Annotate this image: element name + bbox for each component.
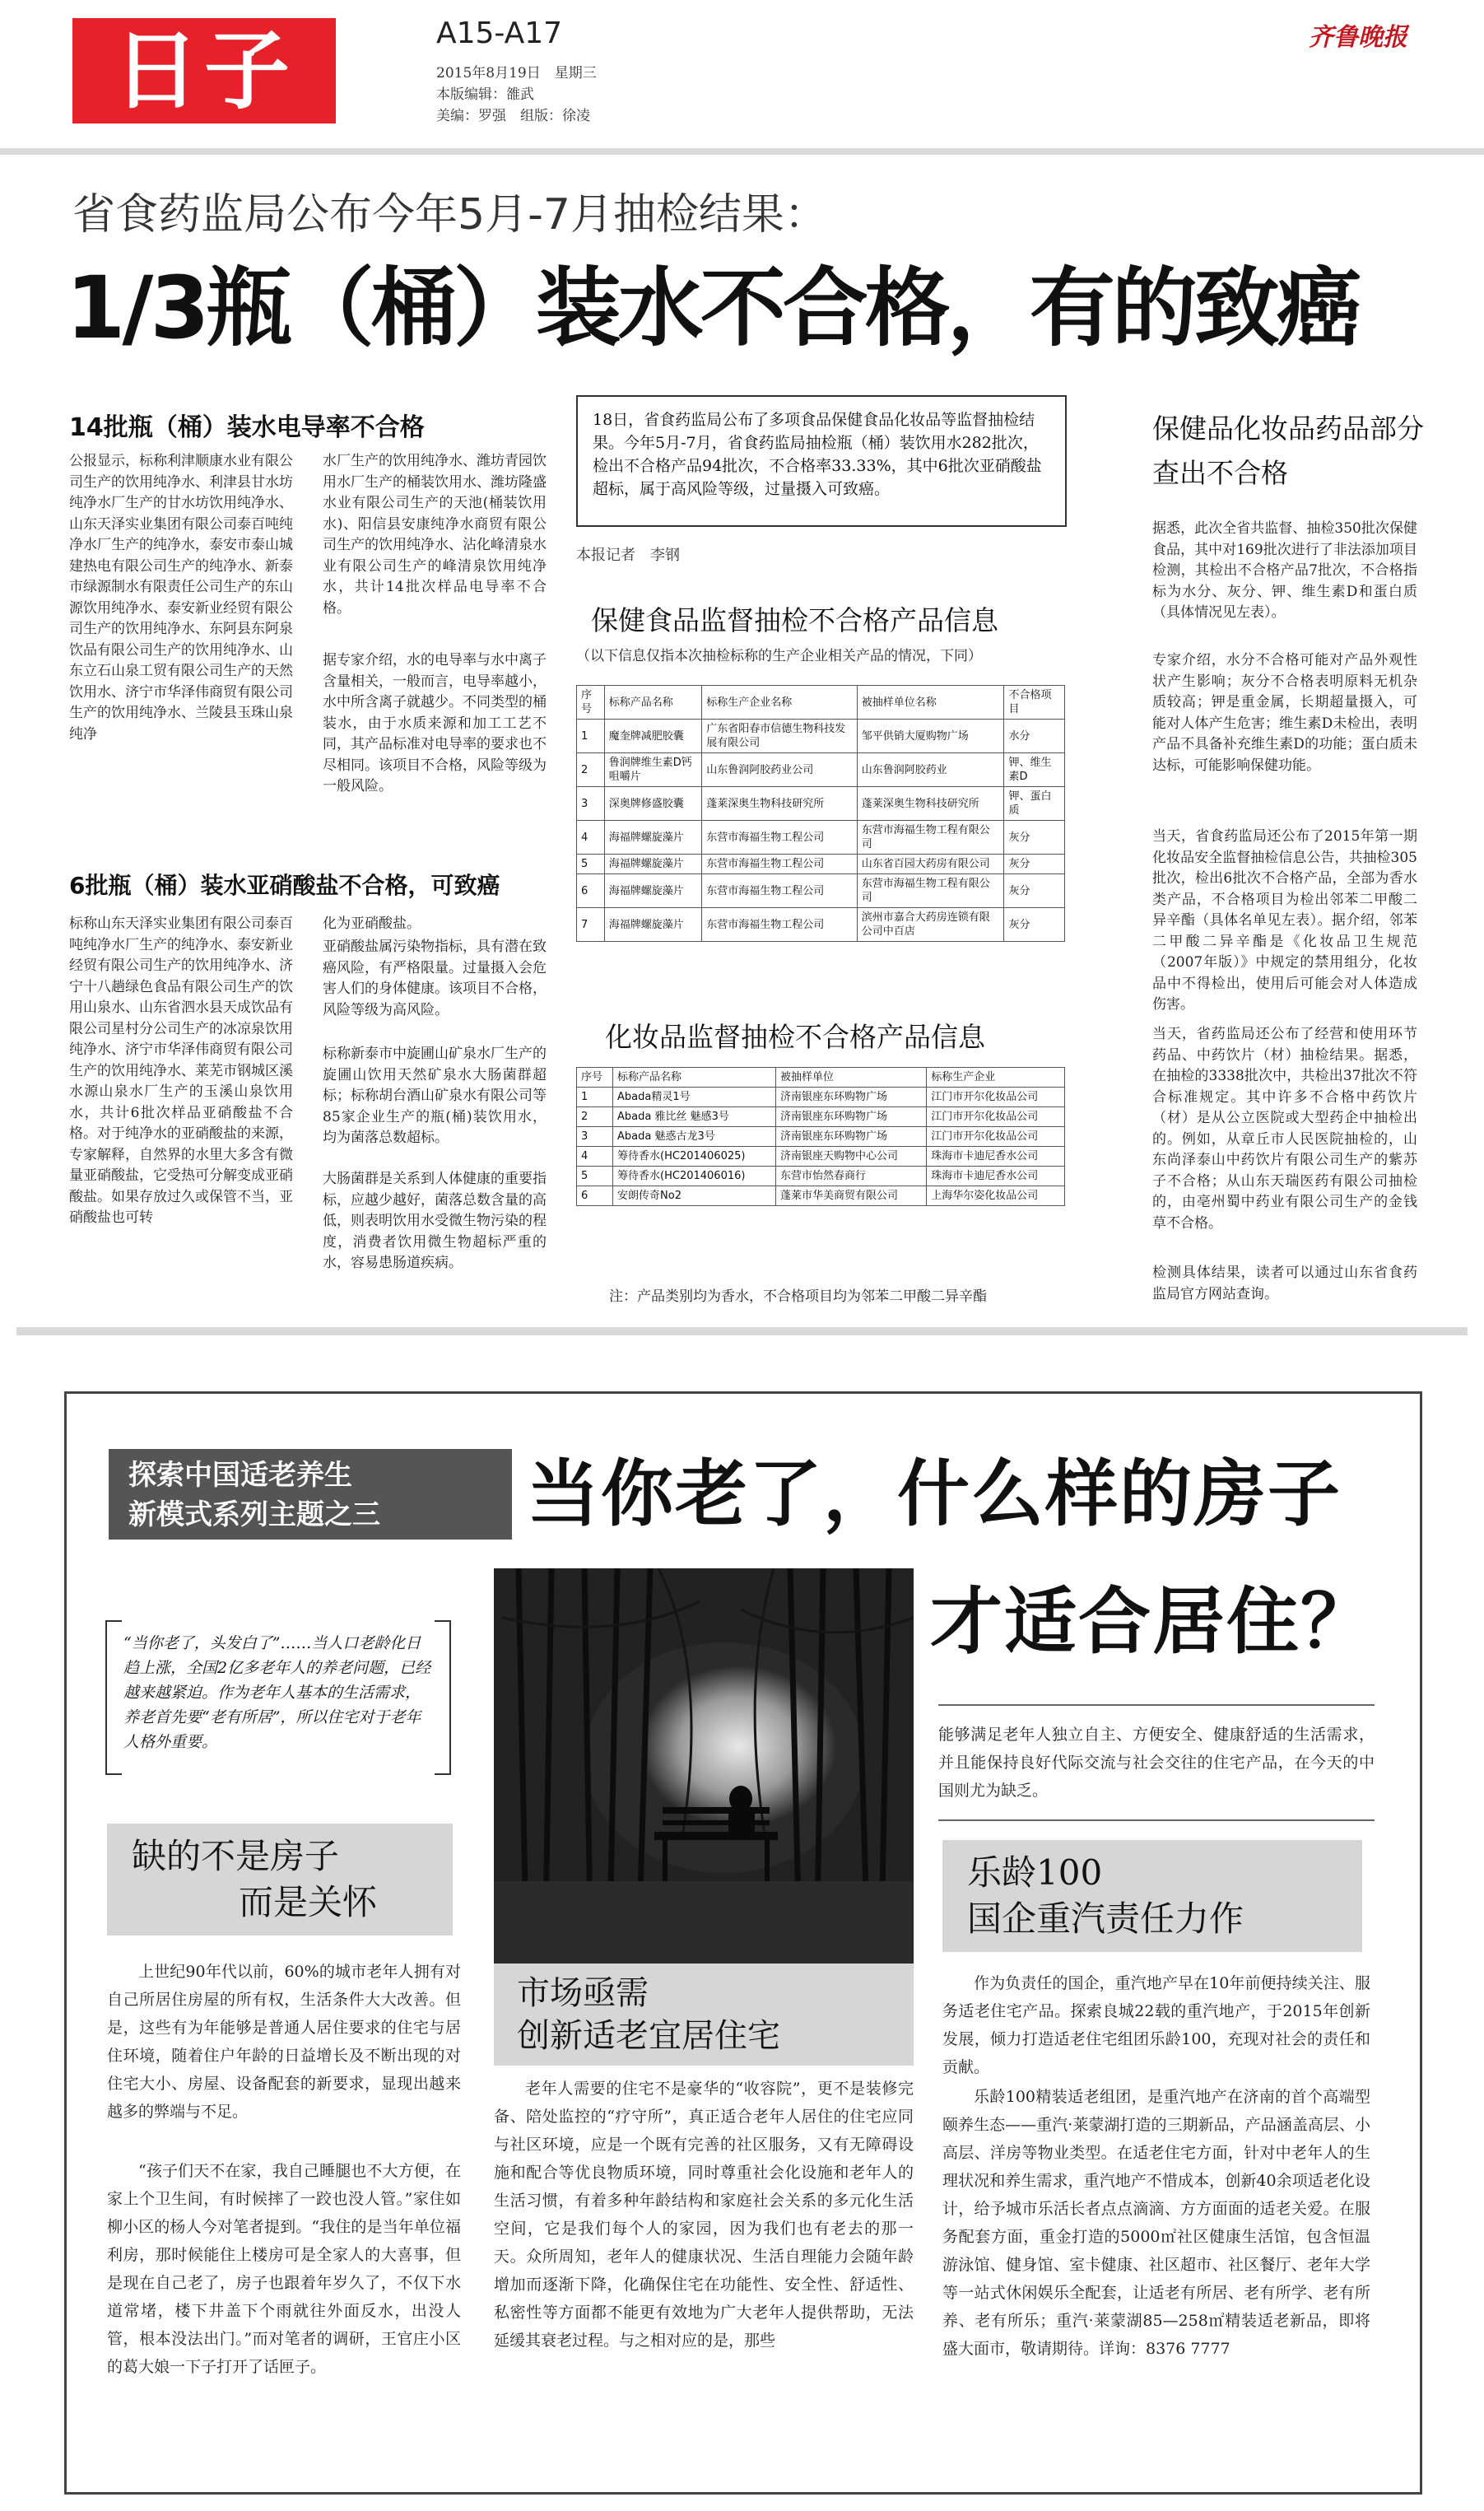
section3-body-a: 作为负责任的国企，重汽地产早在10年前便持续关注、服务适老住宅产品。探索良城22载的重汽地产，于2015年创新发展，倾力打造适老住宅组团乐龄100，充现对社会的责任和贡献。 [942,1974,1370,2076]
right-body-b: 专家介绍，水分不合格可能对产品外观性状产生影响；灰分不合格表明原料无机杂质较高；钾是重金属，长期超量摄入，可能对人体产生危害；维生素D未检出，表明产品不具备补充维生素D的功能；蛋白质未达标，可能影响保健功能。 [1152,652,1417,774]
health-header-cell: 被抽样单位名称 [857,686,1004,720]
intro-quote: “当你老了，头发白了”……当人口老龄化日趋上涨，全国2亿多老年人的养老问题，已经越来越紧迫。作为老年人基本的生活需求，养老首先要“老有所居”，所以住宅对于老年人格外重要。 [123,1634,431,1751]
cosmetics-header-cell: 标称产品名称 [613,1068,776,1088]
cosmetics-table-cell: 2 [577,1107,613,1127]
bamboo-illustration [494,1568,914,1972]
cosmetics-table-cell: 上海华尔姿化妆品公司 [927,1186,1065,1206]
series-tag-line1: 探索中国适老养生 [128,1459,352,1492]
health-table-cell: 山东鲁润阿胶药业公司 [702,753,857,787]
section1-body-b: “孩子们天不在家，我自己睡腿也不大方便，在家上个卫生间，有时候摔了一跤也没人管。”家住如柳小区的杨人今对笔者提到。“我住的是当年单位福利房，那时候能住上楼房可是全家人的大喜事，但是现在自己老了，房子也跟着年岁久了，不仅下水道常堵，楼下井盖下个雨就往外面反水，出没人管，根本没法出门。”而对笔者的调研，王官庄小区的葛大娘一下子打开了话匣子。 [107,2162,461,2376]
section2-heading [494,1964,914,2066]
right-body-c: 当天，省食药监局还公布了2015年第一期化妆品安全监督抽检信息公告，共抽检305批次，检出6批次不合格产品，全部为香水类产品，不合格项目为检出邻苯二甲酸二异辛酯（具体名单见左表）。据介绍，邻苯二甲酸二异辛酯是《化妆品卫生规范（2007年版）》中规定的禁用组分，化妆品中不得检出，使用后可能会对人体造成伤害。 [1152,828,1417,1013]
health-table-cell: 蓬莱深奥生物科技研究所 [702,787,857,821]
page-range: A15-A17 [436,16,563,50]
health-table-cell: 深奥牌修盛胶囊 [604,787,702,821]
left-body-2e: 大肠菌群是关系到人体健康的重要指标，应越少越好，菌落总数含量的高低，则表明饮用水受微生物污染的程度，消费者饮用微生物超标严重的水，容易患肠道疾病。 [323,1171,547,1271]
health-table-row [577,874,1065,908]
health-table-cell: 4 [577,821,605,855]
cosmetics-table-row [577,1167,1065,1186]
cosmetics-table-cell: 筹待香水(HC201406025) [613,1147,776,1167]
reporter-byline: 本报记者 李钢 [576,547,680,564]
health-table-cell: 滨州市嘉合大药房连锁有限公司中百店 [857,908,1004,942]
top-divider [0,148,1484,155]
health-header-cell: 标称生产企业名称 [702,686,857,720]
cosmetics-table-cell: 济南银座东环购物广场 [776,1107,927,1127]
section3-body-b: 乐龄100精装适老组团，是重汽地产在济南的首个高端型颐养生态——重汽·莱蒙湖打造的三期新品，产品涵盖高层、小高层、洋房等物业类型。在适老住宅方面，针对中老年人的生理状况和养生需求，重汽地产不惜成本，创新40余项适老化设计，给予城市乐活长者点点滴滴、方方面面的适老关爱。在服务配套方面，重金打造的5000㎡社区健康生活馆，包含恒温游泳馆、健身馆、室卡健康、社区超市、社区餐厅、老年大学等一站式休闲娱乐全配套，让适老有所居、老有所学、老有所养、老有所乐；重汽·莱蒙湖85—258㎡精装适老新品，即将盛大面市，敬请期待。详询：8376 7777 [942,2088,1370,2358]
cosmetics-table-cell: 1 [577,1088,613,1107]
health-table-cell: 海福牌螺旋藻片 [604,874,702,908]
health-table-cell: 山东鲁润阿胶药业 [857,753,1004,787]
health-table-cell: 灰分 [1004,874,1065,908]
cosmetics-table-cell: 珠海市卡迪尼香水公司 [927,1147,1065,1167]
headline-kicker: 省食药监局公布今年5月-7月抽检结果： [72,190,827,240]
left-body-1b: 水厂生产的饮用纯净水、潍坊青园饮用水厂生产的桶装饮用水、潍坊隆盛水业有限公司生产的天池(桶装饮用水)、阳信县安康纯净水商贸有限公司生产的饮用纯净水、沾化峰清泉水业有限公司生产的峰清泉饮用纯净水，共计14批次样品电导率不合格。 [323,453,547,617]
left-body-2b: 化为亚硝酸盐。 [323,915,421,932]
cosmetics-table-cell: 济南银座天购物中心公司 [776,1147,927,1167]
editor-line: 本版编辑：雒武 [436,86,534,103]
health-table-cell: 水分 [1004,720,1065,753]
health-table-cell: 东营市海福生物工程公司 [702,908,857,942]
ad-intro: 能够满足老年人独立自主、方便安全、健康舒适的生活需求，并且能保持良好代际交流与社会交往的住宅产品，在今天的中国则尤为缺乏。 [938,1726,1375,1800]
health-table-row [577,753,1065,787]
section2-heading-line1: 市场亟需 [517,1974,649,2012]
cosmetics-table-cell: 4 [577,1147,613,1167]
health-header-cell: 序号 [577,686,605,720]
section1-body-a: 上世纪90年代以前，60%的城市老年人拥有对自己所居住房屋的所有权，生活条件大大改善。但是，这些有为年能够是普通人居住要求的住宅与居住环境，随着住户年龄的日益增长及不断出现的对住宅大小、房屋、设备配套的新要求，显现出越来越多的弊端与不足。 [107,1963,461,2121]
cosmetics-table-row [577,1147,1065,1167]
health-table-cell: 3 [577,787,605,821]
health-table-cell: 2 [577,753,605,787]
health-header-cell: 标称产品名称 [604,686,702,720]
health-table-cell: 钾、蛋白质 [1004,787,1065,821]
health-table-cell: 6 [577,874,605,908]
cosmetics-table-cell: 3 [577,1127,613,1147]
health-table-cell: 邹平供销大厦购物广场 [857,720,1004,753]
health-table-cell: 鲁润牌维生素D钙咀嚼片 [604,753,702,787]
health-food-table [576,685,1065,942]
main-headline: 1/3瓶（桶）装水不合格，有的致癌 [66,258,1359,358]
cosmetics-table-cell: 江门市开尔化妆品公司 [927,1107,1065,1127]
section1-heading [107,1824,453,1936]
summary-text: 18日，省食药监局公布了多项食品保健食品化妆品等监督抽检结果。今年5月-7月，省食药监局抽检瓶（桶）装饮用水282批次，检出不合格产品94批次，不合格率33.33%，其中6批次亚硝酸盐超标，属于高风险等级，过量摄入可致癌。 [593,411,1042,498]
section3-heading-line2: 国企重汽责任力作 [967,1898,1244,1939]
intro-rule-top [938,1704,1375,1706]
cosmetics-header-cell: 标称生产企业 [927,1068,1065,1088]
right-body-d: 当天，省药监局还公布了经营和使用环节药品、中药饮片（材）抽检结果。据悉，在抽检的3338批次中，共检出37批次不符合标准规定。其中许多不合格中药饮片（材）是从公立医院或大型药企中抽检出的。例如，从章丘市人民医院抽检的，山东尚泽泰山中药饮片有限公司生产的紫苏子不合格；从山东天瑞医药有限公司抽检的，由亳州蜀中药业有限公司生产的金钱草不合格。 [1152,1026,1417,1232]
health-table-cell: 魔奎牌减肥胶囊 [604,720,702,753]
health-table-cell: 海福牌螺旋藻片 [604,821,702,855]
right-subhead: 保健品化妆品药品部分查出不合格 [1152,412,1424,489]
mid-divider [16,1327,1468,1335]
cosmetics-table-row [577,1186,1065,1206]
cosmetics-table-cell: 筹待香水(HC201406016) [613,1167,776,1186]
cosmetics-table-row [577,1127,1065,1147]
cosmetics-table-cell: Abada 雅比丝 魅感3号 [613,1107,776,1127]
cosmetics-table-note: 注：产品类别均为香水，不合格项目均为邻苯二甲酸二异辛酯 [609,1288,987,1305]
health-table-row [577,855,1065,874]
cosmetics-table-cell: 江门市开尔化妆品公司 [927,1127,1065,1147]
series-tag [109,1449,512,1540]
cosmetics-table-cell: 东营市怡然春商行 [776,1167,927,1186]
cosmetics-header-cell: 被抽样单位 [776,1068,927,1088]
health-table-row [577,821,1065,855]
health-table-cell: 钾、维生素D [1004,753,1065,787]
health-table-row [577,787,1065,821]
cosmetics-table [576,1067,1065,1206]
cosmetics-table-cell: Abada 魅惑古龙3号 [613,1127,776,1147]
cosmetics-table-cell: 济南银座东环购物广场 [776,1127,927,1147]
section2-heading-line2: 创新适老宜居住宅 [517,2017,780,2055]
health-table-cell: 广东省阳春市信德生物科技发展有限公司 [702,720,857,753]
cosmetics-table-title: 化妆品监督抽检不合格产品信息 [605,1021,985,1053]
health-table-cell: 东营市海福生物工程公司 [702,874,857,908]
cosmetics-table-cell: 安朗传奇No2 [613,1186,776,1206]
section3-heading-line1: 乐龄100 [967,1852,1103,1893]
health-table-cell: 东营市海福生物工程公司 [702,821,857,855]
section1-heading-line1: 缺的不是房子 [132,1836,340,1876]
right-body-a: 据悉，此次全省共监督、抽检350批次保健食品，其中对169批次进行了非法添加项目检测，其检出不合格产品7批次，不合格指标为水分、灰分、钾、维生素D和蛋白质（具体情况见左表）。 [1152,520,1417,621]
left-body-2d: 标称新泰市中旋圃山矿泉水厂生产的旋圃山饮用天然矿泉水大肠菌群超标；标称胡台酒山矿泉水有限公司等85家企业生产的瓶(桶)装饮用水，均为菌落总数超标。 [323,1046,547,1146]
right-body-e: 检测具体结果，读者可以通过山东省食药监局官方网站查询。 [1152,1265,1417,1302]
summary-box [576,395,1067,527]
health-table-cell: 5 [577,855,605,874]
ad-title-line1: 当你老了，什么样的房子 [527,1451,1342,1536]
health-table-cell: 灰分 [1004,821,1065,855]
health-table-row [577,908,1065,942]
health-table-cell: 海福牌螺旋藻片 [604,908,702,942]
health-table-cell: 灰分 [1004,908,1065,942]
left-body-1c: 据专家介绍，水的电导率与水中离子含量相关，一般而言，电导率越小，水中所含离子就越少。不同类型的桶装水，由于水质来源和加工工艺不同，其产品标准对电导率的要求也不尽相同。该项目不合格，风险等级为一般风险。 [323,652,547,794]
left-body-1a: 公报显示，标称利津顺康水业有限公司生产的饮用纯净水、利津县甘水坊纯净水厂生产的甘水坊饮用纯净水、山东天泽实业集团有限公司泰百吨纯净水厂生产的纯净水，泰安市泰山城建热电有限公司生产的纯净水、新泰市绿源制水有限责任公司生产的东山源饮用纯净水、泰安新业经贸有限公司生产的饮用纯净水、东阿县东阿泉饮品有限公司生产的饮用纯净水、山东立石山泉工贸有限公司生产的天然饮用水、济宁市华泽伟商贸有限公司生产的饮用纯净水、兰陵县玉珠山泉纯净 [69,453,293,743]
cosmetics-table-cell: 蓬莱市华美商贸有限公司 [776,1186,927,1206]
health-table-cell: 东营市海福生物工程有限公司 [857,821,1004,855]
elderly-bench-photo [494,1568,914,1972]
section1-heading-line2: 而是关怀 [239,1882,378,1922]
section3-heading [942,1840,1362,1952]
section2-body: 老年人需要的住宅不是豪华的“收容院”，更不是装修完备、陪处监控的“疗守所”，真正适合老年人居住的住宅应同与社区环境，应是一个既有完善的社区服务，又有无障碍设施和配合等优良物质环境，同时尊重社会化设施和老年人的生活习惯，有着多种年龄结构和家庭社会关系的多元化生活空间，它是我们每个人的家园，因为我们也有老去的那一天。众所周知，老年人的健康状况、生活自理能力会随年龄增加而逐渐下降，化确保住宅在功能性、安全性、舒适性、私密性等方面都不能更有效地为广大老年人提供帮助，无法延缓其衰老过程。与之相对应的是，那些 [494,2080,914,2350]
health-table-cell: 东营市海福生物工程有限公司 [857,874,1004,908]
left-subhead-2: 6批瓶（桶）装水亚硝酸盐不合格，可致癌 [69,872,500,899]
left-body-2c: 亚硝酸盐属污染物指标，具有潜在致癌风险，有严格限量。过量摄入会危害人们的身体健康。该项目不合格，风险等级为高风险。 [323,939,547,1018]
cosmetics-table-cell: 济南银座东环购物广场 [776,1088,927,1107]
health-table-cell: 海福牌螺旋藻片 [604,855,702,874]
health-table-title: 保健食品监督抽检不合格产品信息 [591,604,998,636]
cosmetics-table-cell: Abada精灵1号 [613,1088,776,1107]
health-table-cell: 东营市海福生物工程公司 [702,855,857,874]
ad-title-line2: 才适合居住？ [930,1578,1375,1664]
left-body-2a: 标称山东天泽实业集团有限公司泰百吨纯净水厂生产的纯净水、泰安新业经贸有限公司生产的饮用纯净水、济宁十八趟绿色食品有限公司生产的饮用山泉水、山东省泗水县天成饮品有限公司星村分公司生产的冰凉泉饮用纯净水、济宁市华泽伟商贸有限公司生产的饮用纯净水、莱芜市钢城区溪水源山泉水厂生产的玉溪山泉饮用水，共计6批次样品亚硝酸盐不合格。对于纯净水的亚硝酸盐的来源，专家解释，自然界的水里大多含有微量亚硝酸盐，它受热可分解变成亚硝酸盐。如果存放过久或保管不当，亚硝酸盐也可转 [69,915,293,1226]
series-tag-line2: 新模式系列主题之三 [128,1498,380,1531]
intro-rule-bottom [938,1819,1375,1821]
health-table-cell: 灰分 [1004,855,1065,874]
health-table-cell: 1 [577,720,605,753]
cosmetics-table-cell: 珠海市卡迪尼香水公司 [927,1167,1065,1186]
health-table-cell: 山东省百园大药房有限公司 [857,855,1004,874]
cosmetics-header-cell: 序号 [577,1068,613,1088]
cosmetics-table-row [577,1107,1065,1127]
health-header-cell: 不合格项目 [1004,686,1065,720]
section-logo: 日子 [72,18,336,123]
newspaper-name: 齐鲁晚报 [1309,23,1407,52]
health-table-cell: 7 [577,908,605,942]
design-line: 美编：罗强 组版：徐凌 [436,108,590,124]
cosmetics-table-cell: 6 [577,1186,613,1206]
health-table-row [577,720,1065,753]
left-subhead-1: 14批瓶（桶）装水电导率不合格 [69,413,425,442]
health-table-cell: 蓬莱深奥生物科技研究所 [857,787,1004,821]
cosmetics-table-row [577,1088,1065,1107]
date-line: 2015年8月19日 星期三 [436,65,597,82]
health-table-note: （以下信息仅指本次抽检标称的生产企业相关产品的情况，下同） [576,648,982,664]
cosmetics-table-cell: 5 [577,1167,613,1186]
cosmetics-table-cell: 江门市开尔化妆品公司 [927,1088,1065,1107]
